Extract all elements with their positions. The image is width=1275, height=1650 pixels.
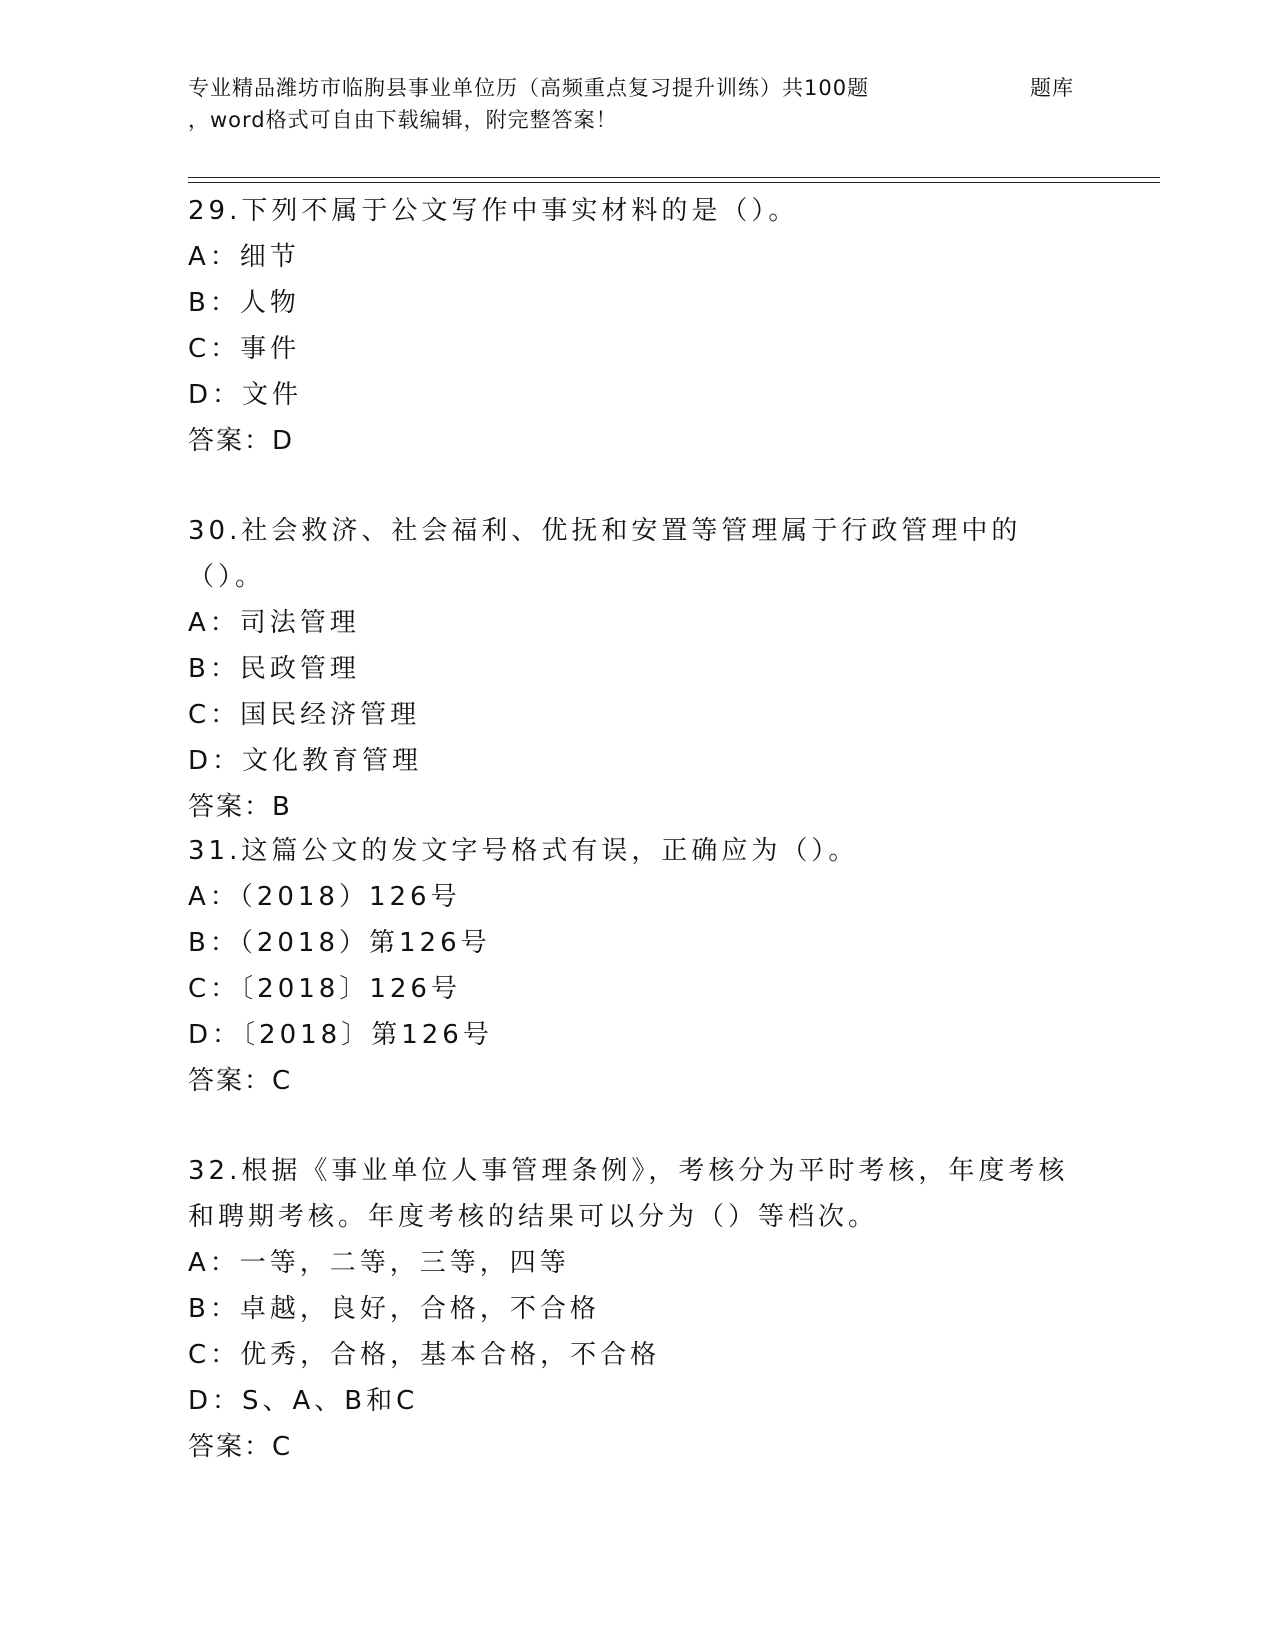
option-c: C：事件: [188, 334, 301, 364]
header-divider-bottom: [188, 182, 1160, 183]
option-a: A：（2018）126号: [188, 882, 461, 912]
option-d: D：〔2018〕第126号: [188, 1020, 493, 1050]
question-29: [188, 188, 1088, 464]
option-b: B：民政管理: [188, 654, 360, 684]
question-stem: 31.这篇公文的发文字号格式有误，正确应为（）。: [188, 836, 859, 866]
option-d: D：S、A、B和C: [188, 1386, 419, 1416]
answer: 答案：C: [188, 1432, 293, 1462]
question-32: [188, 1148, 1088, 1470]
header-line-1: [188, 72, 1148, 104]
page-header: [188, 72, 1148, 136]
option-b: B：（2018）第126号: [188, 928, 491, 958]
option-a: A：细节: [188, 242, 300, 272]
question-stem: 30.社会救济、社会福利、优抚和安置等管理属于行政管理中的（）。: [188, 516, 1022, 592]
option-a: A：一等，二等，三等，四等: [188, 1248, 570, 1278]
option-c: C：优秀，合格，基本合格，不合格: [188, 1340, 661, 1370]
answer: 答案：D: [188, 426, 295, 456]
header-tag: 题库: [1030, 76, 1074, 100]
question-stem: 29.下列不属于公文写作中事实材料的是（）。: [188, 196, 799, 226]
answer: 答案：B: [188, 792, 292, 822]
option-b: B：卓越，良好，合格，不合格: [188, 1294, 600, 1324]
option-d: D：文件: [188, 380, 303, 410]
header-title: 专业精品潍坊市临朐县事业单位历（高频重点复习提升训练）共100题: [188, 76, 870, 100]
question-stem: 32.根据《事业单位人事管理条例》，考核分为平时考核，年度考核和聘期考核。年度考核的结果可以分为（）等档次。: [188, 1156, 1069, 1232]
option-b: B：人物: [188, 288, 300, 318]
question-30: [188, 508, 1088, 830]
header-subtitle: ，word格式可自由下载编辑，附完整答案！: [188, 108, 618, 132]
option-c: C：〔2018〕126号: [188, 974, 461, 1004]
answer: 答案：C: [188, 1066, 293, 1096]
question-31: [188, 828, 1088, 1104]
option-c: C：国民经济管理: [188, 700, 421, 730]
header-divider-top: [188, 177, 1160, 178]
option-a: A：司法管理: [188, 608, 360, 638]
option-d: D：文化教育管理: [188, 746, 423, 776]
